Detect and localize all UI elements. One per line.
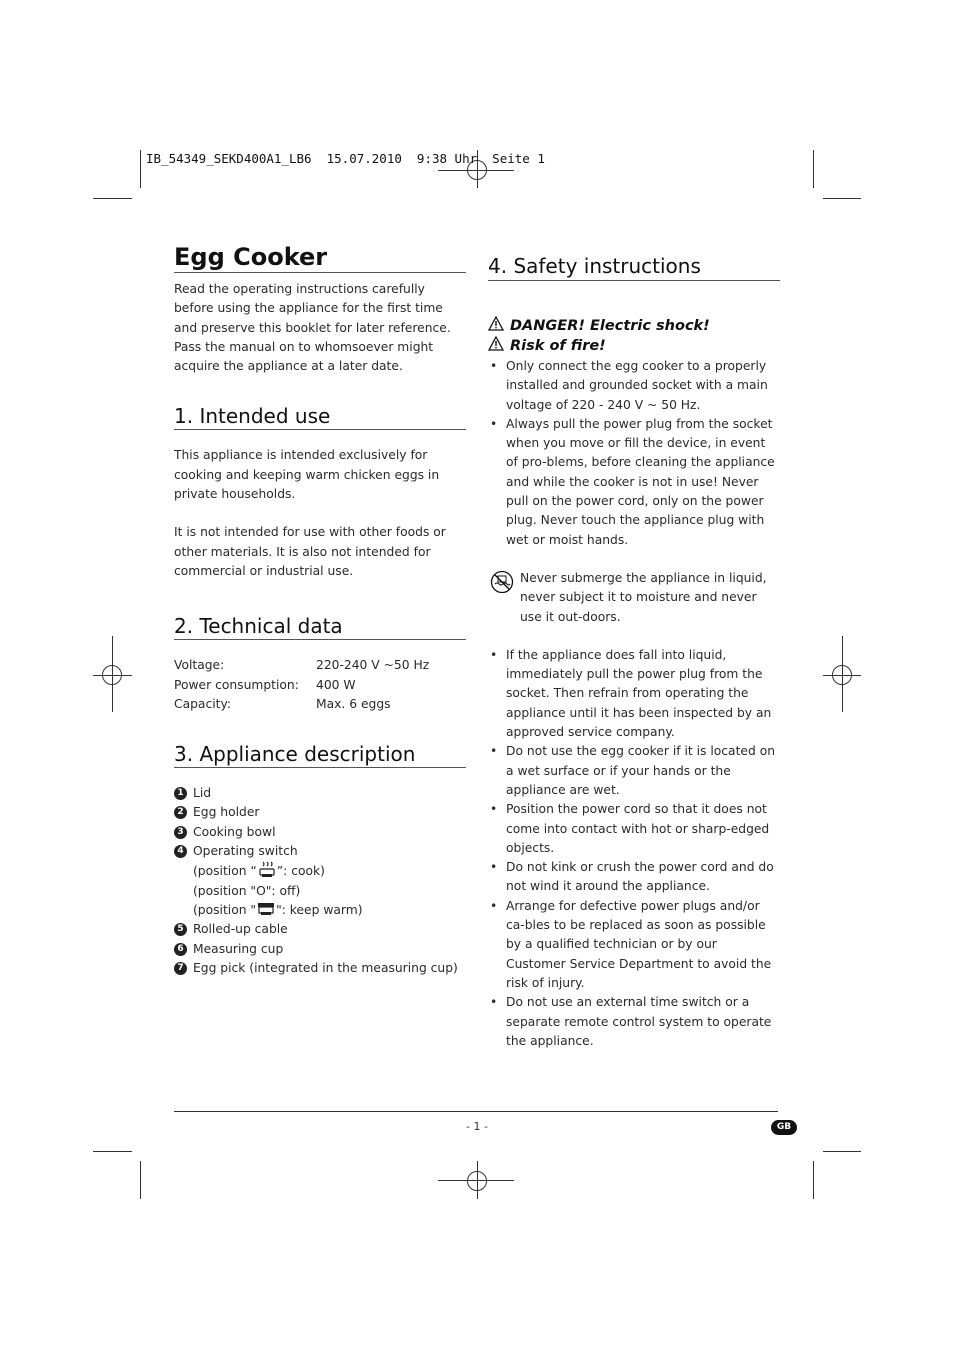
list-item: • Do not kink or crush the power cord and do not wind it around the appliance.: [488, 858, 780, 897]
crop-mark: [813, 1161, 814, 1199]
danger-text: Risk of fire!: [510, 338, 606, 354]
list-item: [174, 823, 466, 842]
no-submerge-notice: [488, 569, 780, 627]
number-badge: 5: [174, 923, 187, 936]
tech-label: Capacity:: [174, 696, 231, 711]
safety-list-b: [488, 646, 780, 1051]
crop-mark: [823, 1151, 861, 1152]
part-label: Egg pick (integrated in the measuring cup): [193, 960, 458, 975]
part-label: Operating switch: [193, 844, 298, 859]
danger-text: DANGER! Electric shock!: [510, 318, 710, 334]
section-heading-safety: 4. Safety instructions: [488, 253, 780, 281]
list-item: • Only connect the egg cooker to a properly installed and grounded socket with a main voltage of 220 - 240 V ~ 50 Hz.: [488, 357, 780, 415]
crop-mark: [93, 1151, 132, 1152]
list-item: • Always pull the power plug from the socket when you move or fill the device, in event of pro-blems, before cleaning the appliance and while the cooker is not in use! Never pull on the power cord, only on the power plug. Never touch the appliance plug with wet or moist hands.: [488, 415, 780, 550]
crop-mark: [823, 198, 861, 199]
tech-row: [174, 656, 466, 675]
number-badge: 7: [174, 962, 187, 975]
part-label: Egg holder: [193, 805, 260, 820]
warning-triangle-icon: [488, 336, 504, 351]
crop-mark: [140, 1161, 141, 1199]
tech-value: 400 W: [316, 677, 356, 692]
part-label: Lid: [193, 786, 212, 801]
cook-symbol-icon: [257, 861, 277, 878]
tech-label: Voltage:: [174, 658, 225, 673]
page-number: - 1 -: [466, 1120, 488, 1133]
number-badge: 4: [174, 845, 187, 858]
number-badge: 3: [174, 826, 187, 839]
danger-warning: [488, 316, 780, 336]
right-column: [488, 253, 780, 1051]
intended-use-paragraph-1: This appliance is intended exclusively for cooking and keeping warm chicken eggs in private households.: [174, 448, 440, 502]
part-label: Rolled-up cable: [193, 922, 288, 937]
part-label: Measuring cup: [193, 941, 284, 956]
section-heading-technical-data: 2. Technical data: [174, 613, 466, 640]
list-item: [174, 920, 466, 939]
safety-list-a: [488, 357, 780, 550]
section-heading-intended-use: 1. Intended use: [174, 403, 466, 430]
technical-data-table: [174, 656, 466, 714]
tech-value: 220-240 V ~50 Hz: [316, 658, 430, 673]
crop-mark: [813, 150, 814, 188]
parts-list: [174, 784, 466, 861]
tech-row: [174, 695, 466, 714]
footer-rule: [174, 1111, 778, 1112]
switch-text: (position ": [193, 902, 257, 917]
notice-text: Never submerge the appliance in liquid, never subject it to moisture and never use it out-doors.: [520, 570, 767, 624]
crop-mark: [140, 150, 141, 188]
warning-triangle-icon: [488, 316, 504, 331]
list-item: • If the appliance does fall into liquid, immediately pull the power plug from the socket. Then refrain from operating the appliance until it has been inspected by an approved service company.: [488, 646, 780, 742]
number-badge: 1: [174, 787, 187, 800]
page-title: Egg Cooker: [174, 242, 466, 273]
intro-paragraph: Read the operating instructions carefully before using the appliance for the first time and preserve this booklet for later reference. Pass the manual on to whomsoever might acquire the appliance at a later date.: [174, 282, 451, 374]
list-item: [174, 940, 466, 959]
no-submerge-icon: [490, 570, 514, 594]
list-item: [174, 803, 466, 822]
number-badge: 6: [174, 943, 187, 956]
switch-position-cook: [174, 861, 466, 881]
tech-row: [174, 676, 466, 695]
list-item: [174, 842, 466, 861]
tech-value: Max. 6 eggs: [316, 696, 391, 711]
crop-mark: [93, 198, 132, 199]
list-item: • Position the power cord so that it does not come into contact with hot or sharp-edged objects.: [488, 800, 780, 858]
section-heading-appliance-description: 3. Appliance description: [174, 741, 466, 768]
list-item: • Do not use an external time switch or a separate remote control system to operate the appliance.: [488, 993, 780, 1051]
tech-label: Power consumption:: [174, 677, 299, 692]
intended-use-paragraph-2: It is not intended for use with other foods or other materials. It is also not intended for commercial or industrial use.: [174, 525, 446, 578]
switch-text: (position “: [193, 864, 257, 879]
list-item: • Do not use the egg cooker if it is located on a wet surface or if your hands or the appliance are wet.: [488, 742, 780, 800]
switch-text: ”: cook): [276, 864, 325, 879]
part-label: Cooking bowl: [193, 824, 276, 839]
switch-position-warm: [174, 901, 466, 920]
switch-text: ": keep warm): [276, 902, 363, 917]
print-slug: IB_54349_SEKD400A1_LB6 15.07.2010 9:38 Uhr Seite 1: [146, 151, 545, 166]
list-item: [174, 959, 466, 978]
list-item: [174, 784, 466, 803]
fire-warning: [488, 336, 780, 356]
number-badge: 2: [174, 806, 187, 819]
keep-warm-symbol-icon: [256, 902, 276, 916]
list-item: • Arrange for defective power plugs and/or ca-bles to be replaced as soon as possible by a qualified technician or by our Customer Service Department to avoid the risk of injury.: [488, 897, 780, 993]
language-badge: GB: [771, 1120, 797, 1135]
left-column: [174, 242, 466, 978]
switch-position-off: (position "O": off): [193, 883, 301, 898]
parts-list-continued: [174, 920, 466, 978]
